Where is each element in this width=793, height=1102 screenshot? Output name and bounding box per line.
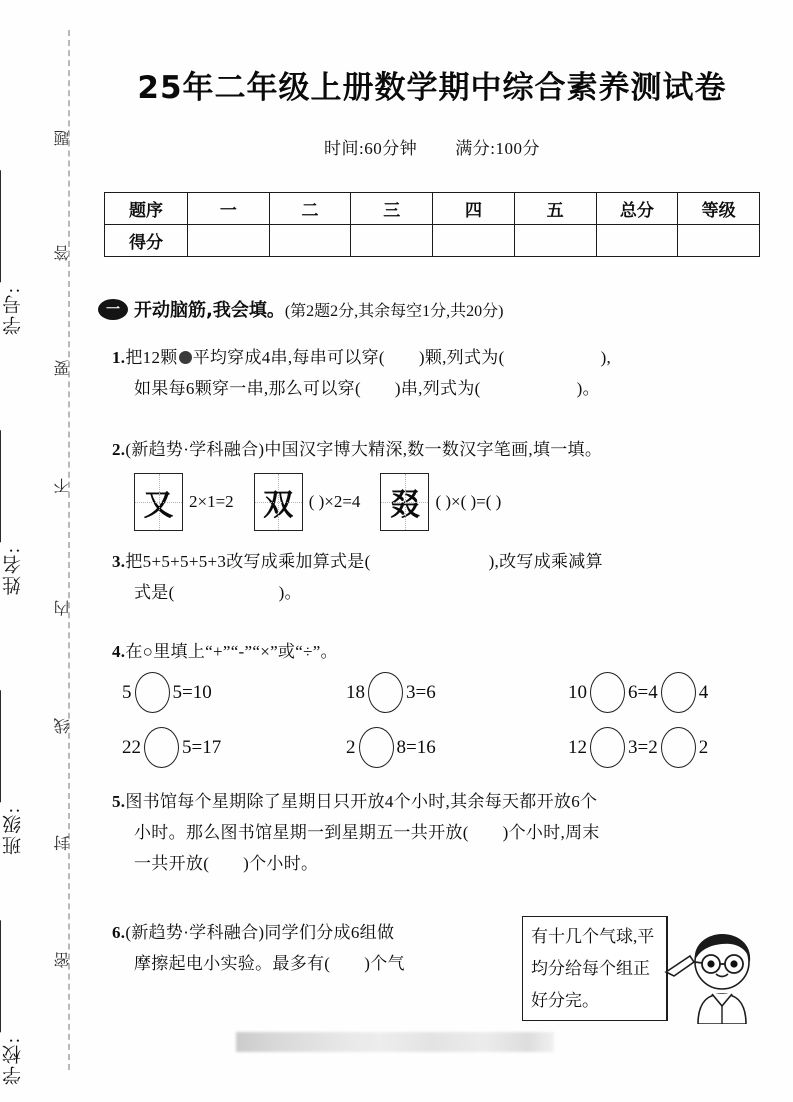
character-box-1: 又 [134, 473, 183, 531]
question-2 [112, 434, 772, 465]
question-4-row-1 [122, 672, 782, 713]
score-table [104, 192, 760, 257]
equation-1-left: 5 [122, 681, 132, 703]
score-cell-total[interactable] [596, 225, 678, 257]
operator-circle-5[interactable] [144, 727, 179, 768]
question-6-text-c: )个气 [364, 954, 405, 973]
equation-3 [568, 672, 708, 713]
question-6-text-a: (新趋势·学科融合)同学们分成6组做 [125, 923, 395, 942]
question-5-line-2 [112, 817, 772, 848]
question-3-line-1 [112, 546, 772, 577]
character-equation-3[interactable]: ( )×( )=( ) [435, 492, 502, 511]
equation-2 [346, 672, 568, 713]
question-1 [112, 342, 772, 404]
question-3-text-b: ),改写成乘减算 [488, 552, 603, 571]
equation-5-left: 2 [346, 736, 356, 758]
question-1-number: 1. [112, 348, 126, 367]
question-5-line-1 [112, 786, 772, 817]
equation-2-left: 18 [346, 681, 365, 703]
bubble-line-3: 好分完。 [531, 991, 599, 1010]
time-limit-label: 时间:60分钟 [324, 139, 418, 158]
question-1-text-c: )颗,列式为( [418, 348, 505, 367]
school-field[interactable] [0, 920, 46, 1085]
section-number-badge: 一 [98, 299, 128, 320]
question-1-text-e: 如果每6颗穿一串,那么可以穿( [134, 379, 361, 398]
redacted-watermark-bar [236, 1032, 554, 1052]
question-5-text-d: 一共开放( [134, 854, 210, 873]
score-cell-2[interactable] [269, 225, 351, 257]
question-5-text-a: 图书馆每个星期除了星期日只开放4个小时,其余每天都开放6个 [125, 792, 598, 811]
section-heading-1 [98, 296, 504, 322]
question-6-number: 6. [112, 923, 126, 942]
question-4 [112, 636, 772, 667]
question-5-number: 5. [112, 792, 126, 811]
question-1-text-b: 平均穿成4串,每串可以穿( [192, 348, 385, 367]
question-3-number: 3. [112, 552, 126, 571]
operator-circle-3[interactable] [590, 672, 625, 713]
equation-6-left: 12 [568, 736, 587, 758]
col-header-grade: 等级 [678, 193, 760, 225]
student-name-rule [0, 430, 1, 542]
bubble-line-1: 有十几个气球,平 [531, 927, 655, 946]
question-6-line-2 [112, 948, 532, 979]
question-3-text-d: )。 [278, 583, 302, 602]
character-equation-2[interactable]: ( )×2=4 [308, 492, 361, 511]
question-5-text-b: 小时。那么图书馆星期一到星期五一共开放( [134, 823, 469, 842]
class-field[interactable] [0, 690, 46, 855]
equation-4 [122, 727, 346, 768]
question-4-number: 4. [112, 642, 126, 661]
question-5 [112, 786, 772, 879]
score-cell-3[interactable] [351, 225, 433, 257]
question-3-text-c: 式是( [134, 583, 175, 602]
question-6-text-b: 摩擦起电小实验。最多有( [134, 954, 331, 973]
bead-icon [179, 351, 192, 364]
question-1-line-2 [112, 373, 772, 404]
equation-6-right: 2 [698, 736, 709, 758]
equation-6-mid: 3=2 [628, 736, 658, 758]
seal-char-4: 内 [55, 600, 72, 616]
question-1-text-g: )。 [576, 379, 600, 398]
question-5-line-3 [112, 848, 772, 879]
total-points-label: 满分:100分 [455, 139, 540, 158]
bubble-line-2: 均分给每个组正 [531, 959, 650, 978]
equation-2-right: 3=6 [406, 681, 436, 703]
question-2-prompt-line [112, 434, 772, 465]
class-label: 班级: [3, 806, 24, 856]
question-1-text-f: )串,列式为( [394, 379, 481, 398]
question-5-text-e: )个小时。 [243, 854, 319, 873]
question-1-text-a: 把12颗 [125, 348, 178, 367]
class-rule [0, 690, 1, 802]
seal-char-1: 答 [55, 245, 72, 261]
equation-6 [568, 727, 708, 768]
student-name-label: 姓名: [3, 546, 24, 596]
school-rule [0, 920, 1, 1032]
sealing-margin [0, 0, 92, 1102]
score-cell-4[interactable] [433, 225, 515, 257]
school-label: 学校: [3, 1036, 24, 1086]
table-row-score [105, 225, 760, 257]
seal-char-6: 封 [55, 835, 72, 851]
score-cell-grade[interactable] [678, 225, 760, 257]
section-scoring-note: (第2题2分,其余每空1分,共20分) [284, 302, 504, 320]
question-6 [112, 917, 532, 979]
operator-circle-7[interactable] [590, 727, 625, 768]
page-title: 25年二年级上册数学期中综合素养测试卷 [137, 70, 727, 106]
col-header-5: 五 [514, 193, 596, 225]
col-header-3: 三 [351, 193, 433, 225]
col-header-2: 二 [269, 193, 351, 225]
character-box-3: 叕 [380, 473, 429, 531]
student-id-field[interactable] [0, 170, 46, 335]
question-4-prompt: 在○里填上“+”“-”“×”或“÷”。 [125, 642, 338, 661]
col-header-4: 四 [433, 193, 515, 225]
seal-char-3: 不 [55, 478, 72, 494]
question-1-line-1 [112, 342, 772, 373]
section-title: 开动脑筋,我会填。 [134, 300, 285, 321]
question-2-character-row [134, 473, 507, 531]
score-cell-5[interactable] [514, 225, 596, 257]
question-3-text-a: 把5+5+5+5+3改写成乘加算式是( [125, 552, 371, 571]
seal-char-0: 题 [55, 130, 72, 146]
score-cell-1[interactable] [188, 225, 270, 257]
col-header-total: 总分 [596, 193, 678, 225]
sealing-dashed-line [68, 30, 70, 1070]
operator-circle-4[interactable] [661, 672, 696, 713]
student-id-rule [0, 170, 1, 282]
equation-5 [346, 727, 568, 768]
student-name-field[interactable] [0, 430, 46, 595]
equation-1 [122, 672, 346, 713]
operator-circle-8[interactable] [661, 727, 696, 768]
equation-3-left: 10 [568, 681, 587, 703]
question-2-prompt: (新趋势·学科融合)中国汉字博大精深,数一数汉字笔画,填一填。 [125, 440, 603, 459]
question-4-prompt-line [112, 636, 772, 667]
row-header-question-index: 题序 [105, 193, 188, 225]
question-3-line-2 [112, 577, 772, 608]
equation-4-right: 5=17 [182, 736, 222, 758]
question-6-line-1 [112, 917, 532, 948]
equation-4-left: 22 [122, 736, 141, 758]
seal-char-2: 要 [55, 360, 72, 376]
operator-circle-6[interactable] [359, 727, 394, 768]
question-3 [112, 546, 772, 608]
question-1-text-d: ), [600, 348, 612, 367]
seal-char-7: 密 [55, 952, 72, 968]
question-5-text-c: )个小时,周末 [502, 823, 600, 842]
equation-3-right: 4 [698, 681, 709, 703]
question-6-speech-bubble [522, 916, 666, 1021]
equation-1-right: 5=10 [172, 681, 212, 703]
question-2-number: 2. [112, 440, 126, 459]
equation-5-right: 8=16 [396, 736, 436, 758]
paper-meta [96, 134, 768, 159]
seal-char-5: 线 [55, 718, 72, 734]
student-illustration-icon [664, 928, 768, 1024]
question-4-row-2 [122, 727, 782, 768]
operator-circle-1[interactable] [135, 672, 170, 713]
character-equation-1[interactable]: 2×1=2 [189, 492, 234, 511]
row-header-score: 得分 [105, 225, 188, 257]
col-header-1: 一 [188, 193, 270, 225]
student-id-label: 学号: [3, 286, 24, 336]
character-box-2: 双 [254, 473, 303, 531]
operator-circle-2[interactable] [368, 672, 403, 713]
table-row-question-index [105, 193, 760, 225]
equation-3-mid: 6=4 [628, 681, 658, 703]
